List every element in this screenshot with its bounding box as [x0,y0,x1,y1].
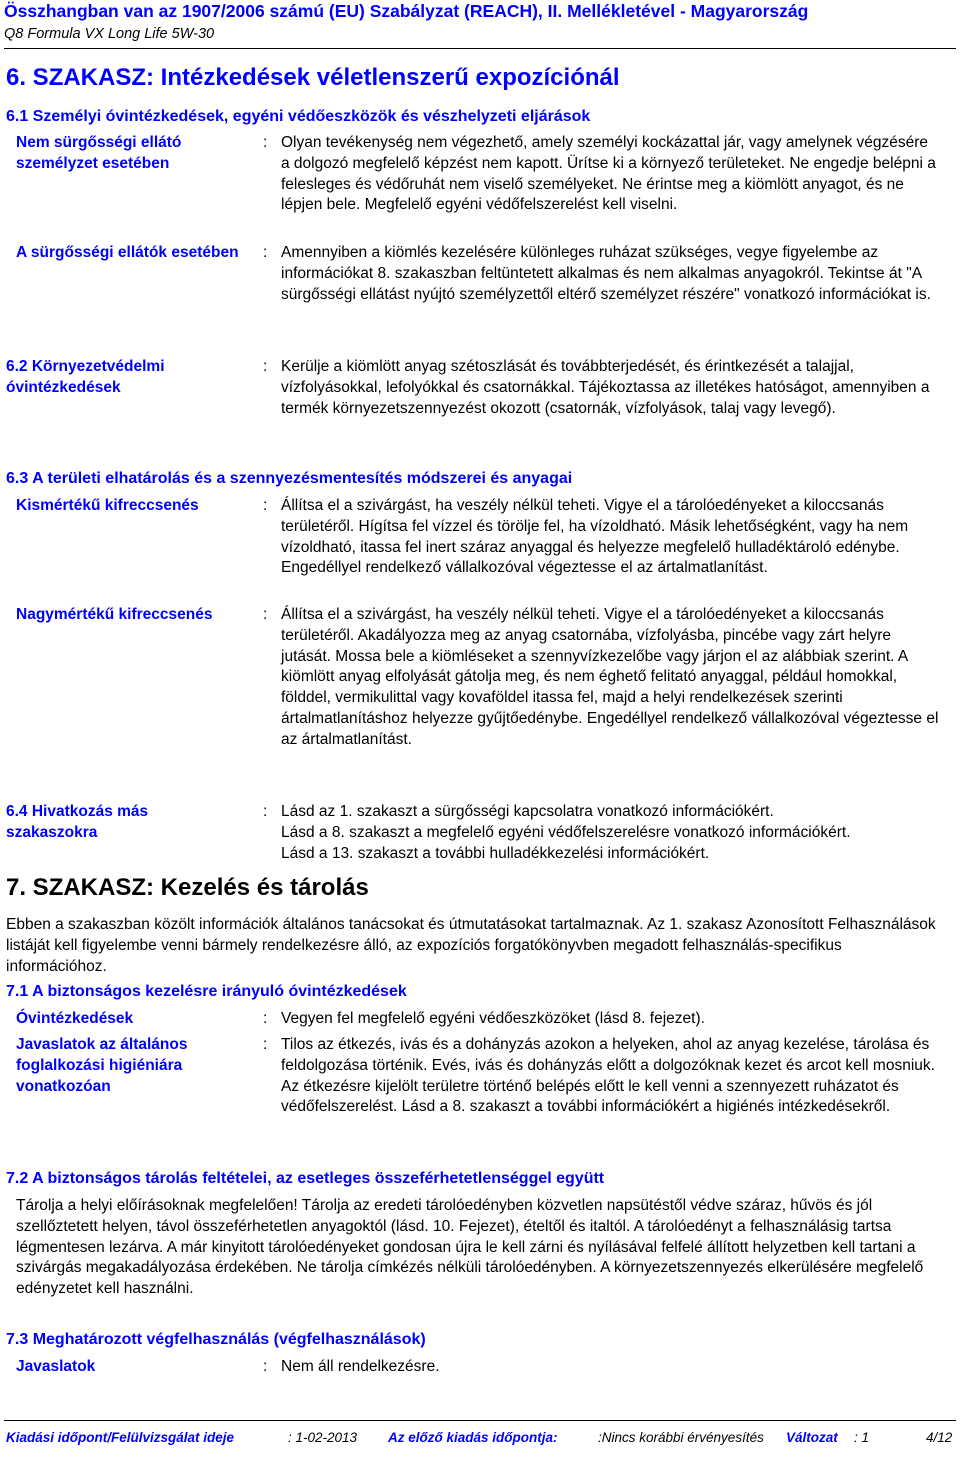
footer-issue-label: Kiadási időpont/Felülvizsgálat ideje [6,1430,235,1445]
colon: : [263,497,268,514]
section6-title: 6. SZAKASZ: Intézkedések véletlenszerű expozíciónál [6,64,620,91]
s64-line: Lásd az 1. szakaszt a sürgősségi kapcsolatra vonatkozó információkért. [281,803,774,820]
section73-title: 7.3 Meghatározott végfelhasználás (végfelhasználások) [6,1331,426,1348]
s63-row-label: Kismértékű kifreccsenés [16,497,199,514]
product-name: Q8 Formula VX Long Life 5W-30 [4,26,215,42]
s62-label: 6.2 Környezetvédelmi óvintézkedések [6,358,165,396]
section72-title: 7.2 A biztonságos tárolás feltételei, az esetleges összeférhetetlenséggel együtt [6,1170,605,1187]
s71-row-value: Vegyen fel megfelelő egyéni védőeszközöket (lásd 8. fejezet). [281,1010,705,1027]
colon: : [263,803,268,820]
colon: : [263,606,268,623]
footer-divider [4,1420,956,1421]
s73-label: Javaslatok [16,1358,96,1375]
section72-text: Tárolja a helyi előírásoknak megfelelően! Tárolja az eredeti tárolóedényben közvetlen napsütéstől védve száraz, hűvös és jól szellőztetett helyen, távol összeférhetetlen anyagoktól (lásd. 10. Fejezet), ételtől és italtól. A tárolóedényt a felhasználásig tartsa légmentesen lezárva. A már kinyitott tárolóedényeket gondosan újra le kell zárni és nyílásával felfelé állított helyzetben kell tartani a szivárgás megakadályozása érdekében. Ne tárolja címkézés nélküli tárolóedényben. A környezetszennyezés elkerülésére megfelelő edényzetet kell használni. [16,1197,924,1298]
s73-value: Nem áll rendelkezésre. [281,1358,440,1375]
section71-title: 7.1 A biztonságos kezelésre irányuló óvintézkedések [6,983,407,1000]
footer-version-value: : 1 [854,1430,870,1445]
document-header-title: Összhangban van az 1907/2006 számú (EU) Szabályzat (REACH), II. Mellékletével - Magyarország [4,1,809,21]
s64-line: Lásd a 8. szakaszt a megfelelő egyéni védőfelszerelésre vonatkozó információkért. [281,823,851,841]
colon: : [263,1358,268,1375]
footer-version-label: Változat [786,1430,838,1445]
s61-row-label: A sürgősségi ellátók esetében [16,244,239,261]
s71-row-value: Tilos az étkezés, ivás és a dohányzás azokon a helyeken, ahol az anyag kezelése, tárolása és feldolgozása történik. Evés, ivás és dohányzás előtt a dolgozóknak kezet és arcot kell mosniuk. Az étkezésre kijelölt területre történő belépés előtt le kell venni a szennyezett ruházatot és védőfelszerelést. Lásd a 8. szakaszt a további információkért a higiénés intézkedésekről. [281,1036,935,1116]
s64-lines [281,802,940,864]
s63-row-value: Állítsa el a szivárgást, ha veszély nélkül teheti. Vigye el a tárolóedényeket a kiloccsanás területéről. Hígítsa fel vízzel és törölje fel, ha vízoldható. Másik lehetőségként, vagy ha nem vízoldható, itassa fel inert száraz anyaggal és helyezze megfelelő hulladéktároló edénybe. Engedéllyel rendelkező vállalkozóval végeztesse el az ártalmatlanítást. [281,497,909,577]
section63-title: 6.3 A területi elhatárolás és a szennyezésmentesítés módszerei és anyagai [6,470,573,487]
header-divider [4,48,956,49]
s64-line: Lásd a 13. szakaszt a további hulladékkezelési információkért. [281,844,710,862]
colon: : [263,358,268,375]
s61-row-label: Nem sürgősségi ellátó személyzet esetében [16,134,182,172]
footer-prev-value: :Nincs korábbi érvényesítés [598,1430,764,1445]
colon: : [263,244,268,261]
s71-row-label: Javaslatok az általános foglalkozási higiéniára vonatkozóan [16,1036,188,1095]
footer-prev-label: Az előző kiadás időpontja: [388,1430,558,1445]
colon: : [263,134,268,151]
section7-intro: Ebben a szakaszban közölt információk általános tanácsokat és útmutatásokat tartalmaznak. Az 1. szakasz Azonosított Felhasználások listáját kell figyelembe venni bármely rendelkezésre álló, az expozíciós forgatókönyvben megadott felhasználás-specifikus információhoz. [6,916,936,975]
colon: : [263,1010,268,1027]
s71-row-label: Óvintézkedések [16,1010,134,1027]
s62-value: Kerülje a kiömlött anyag szétoszlását és továbbterjedését, és érintkezését a talajjal, vízfolyásokkal, lefolyókkal és csatornákkal. Tájékoztassa az illetékes hatóságot, amennyiben a termék környezetszennyezést okozott (csatornák, vízfolyások, talaj vagy levegő). [281,358,930,417]
section61-title: 6.1 Személyi óvintézkedések, egyéni védőeszközök és vészhelyzeti eljárások [6,108,591,125]
s63-row-label: Nagymértékű kifreccsenés [16,606,213,623]
footer-issue-value: : 1-02-2013 [288,1430,358,1445]
footer-page-number: 4/12 [926,1430,953,1445]
section7-title: 7. SZAKASZ: Kezelés és tárolás [6,874,369,901]
colon: : [263,1036,268,1053]
s61-row-value: Olyan tevékenység nem végezhető, amely személyi kockázattal jár, vagy amelynek végzésére a dolgozó megfelelő képzést nem kapott. Ürítse ki a környező területeket. Ne engedje belépni a felesleges és védőruhát nem viselő személyeket. Ne érintse meg a kiömlött anyagot, és ne lépjen bele. Megfelelő egyéni védőfelszerelést kell viselni. [281,134,936,214]
s61-row-value: Amennyiben a kiömlés kezelésére különleges ruházat szükséges, vegye figyelembe az információkat 8. szakaszban feltüntetett alkalmas és nem alkalmas anyagokról. Tekintse át "A sürgősségi ellátást nyújtó személyzettől eltérő személyzet részére" vonatkozó információkat is. [281,244,931,303]
s64-label: 6.4 Hivatkozás más szakaszokra [6,803,149,841]
s63-row-value: Állítsa el a szivárgást, ha veszély nélkül teheti. Vigye el a tárolóedényeket a kiloccsanás területéről. Akadályozza meg az anyag csatornába, vízfolyásba, pincébe vagy zárt helyre jutását. Mossa bele a kiömléseket a szennyvízkezelőbe vagy járjon el az alábbiak szerint. A kiömlött anyag elfolyását gátolja meg, és nem éghető felitató anyaggal, például homokkal, földdel, vermikulittal vagy kovaföldel itassa fel, majd a helyi rendelkezések szerinti ártalmatlanításhoz helyezze gyűjtőedénybe. Engedéllyel rendelkező vállalkozóval végeztesse el az ártalmatlanítást. [281,606,939,748]
